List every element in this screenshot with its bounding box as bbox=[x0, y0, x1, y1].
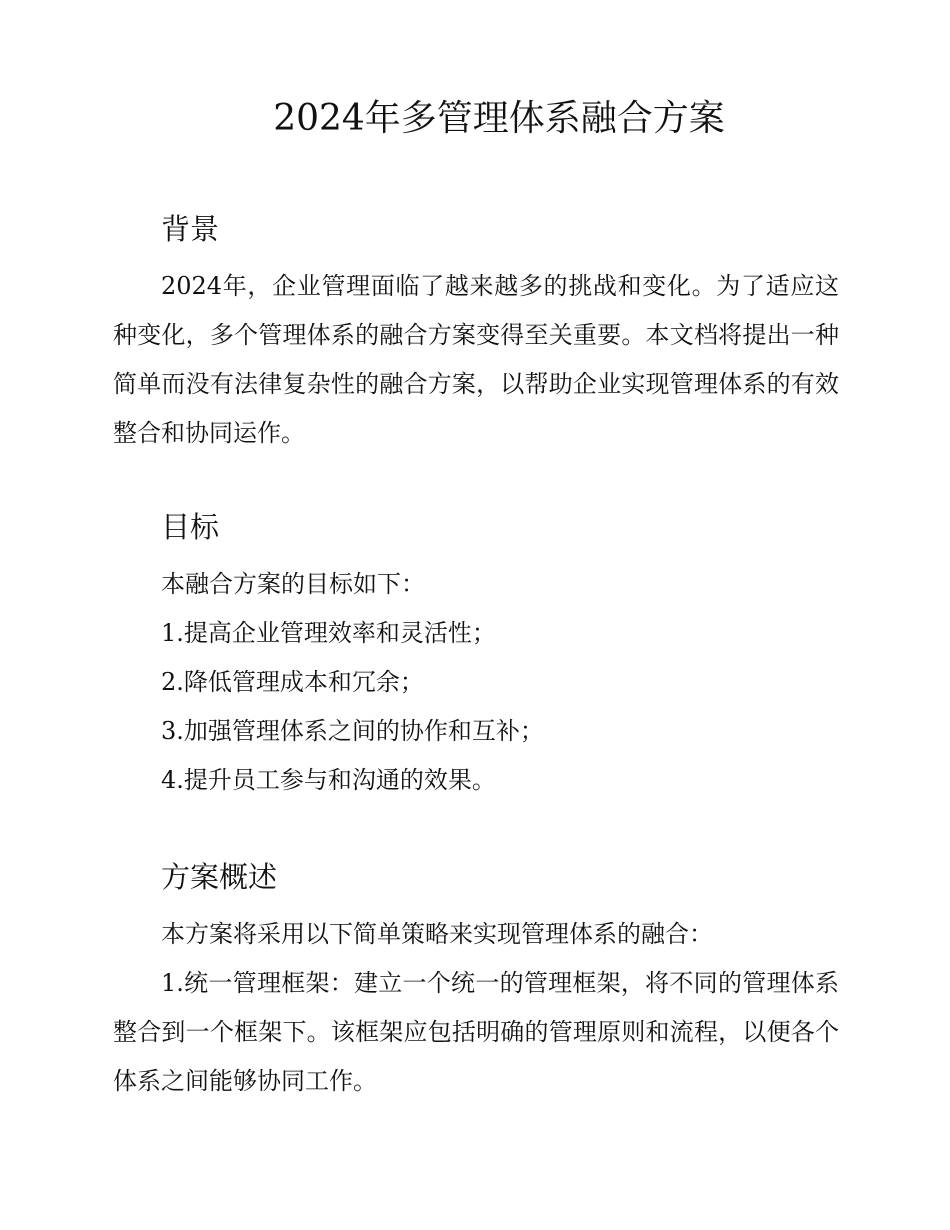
goal-item: 2.降低管理成本和冗余； bbox=[161, 668, 424, 696]
overview-intro: 本方案将采用以下简单策略来实现管理体系的融合： bbox=[161, 920, 713, 948]
section-background bbox=[113, 205, 839, 458]
goal-item: 3.加强管理体系之间的协作和互补； bbox=[161, 717, 544, 745]
section-overview bbox=[113, 853, 839, 1106]
document-title: 2024年多管理体系融合方案 bbox=[273, 98, 725, 139]
goal-item: 4.提升员工参与和沟通的效果。 bbox=[161, 766, 496, 794]
section-goals bbox=[113, 503, 839, 805]
overview-item: 1.统一管理框架：建立一个统一的管理框架，将不同的管理体系整合到一个框架下。该框架应包括明确的管理原则和流程，以便各个体系之间能够协同工作。 bbox=[113, 969, 839, 1095]
goals-intro: 本融合方案的目标如下： bbox=[161, 570, 425, 598]
goal-item: 1.提高企业管理效率和灵活性； bbox=[161, 619, 496, 647]
section-heading-background: 背景 bbox=[161, 212, 220, 246]
section-heading-goals: 目标 bbox=[161, 510, 220, 544]
background-paragraph: 2024年，企业管理面临了越来越多的挑战和变化。为了适应这种变化，多个管理体系的融合方案变得至关重要。本文档将提出一种简单而没有法律复杂性的融合方案，以帮助企业实现管理体系的有效整合和协同运作。 bbox=[113, 272, 839, 447]
section-heading-overview: 方案概述 bbox=[161, 860, 278, 894]
